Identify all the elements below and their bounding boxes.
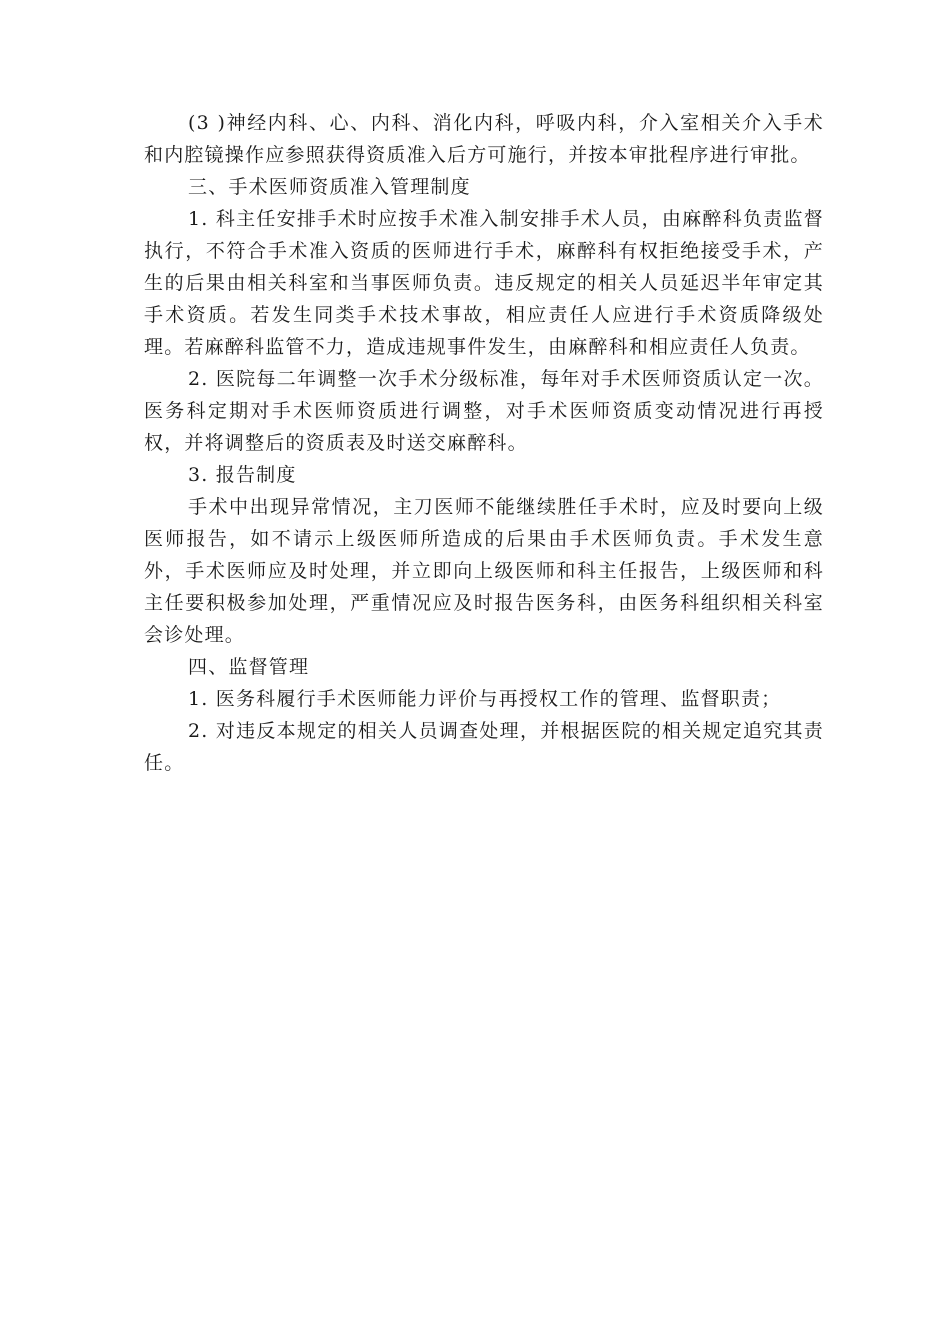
paragraph-director-scheduling: 1. 科主任安排手术时应按手术准入制安排手术人员，由麻醉科负责监督执行，不符合手术准入资质的医师进行手术，麻醉科有权拒绝接受手术，产生的后果由相关科室和当事医师负责。违反规定的相关人员延迟半年审定其手术资质。若发生同类手术技术事故，相应责任人应进行手术资质降级处理。若麻醉科监管不力，造成违规事件发生，由麻醉科和相应责任人负责。 xyxy=(144,208,824,358)
paragraph-violation-handling: 2. 对违反本规定的相关人员调查处理，并根据医院的相关规定追究其责任。 xyxy=(144,720,824,774)
paragraph-neurology-interventions: (3 )神经内科、心、内科、消化内科，呼吸内科，介入室相关介入手术和内腔镜操作应参照获得资质准入后方可施行，并按本审批程序进行审批。 xyxy=(144,112,824,166)
paragraph-reporting-procedure: 手术中出现异常情况，主刀医师不能继续胜任手术时，应及时要向上级医师报告，如不请示上级医师所造成的后果由手术医师负责。手术发生意外，手术医师应及时处理，并立即向上级医师和科主任报告，上级医师和科主任要积极参加处理，严重情况应及时报告医务科，由医务科组织相关科室会诊处理。 xyxy=(144,496,824,646)
section-heading-supervision: 四、监督管理 xyxy=(188,656,310,678)
subheading-reporting-system: 3. 报告制度 xyxy=(188,464,297,486)
document-body xyxy=(144,107,824,779)
paragraph-grading-adjustment: 2. 医院每二年调整一次手术分级标准，每年对手术医师资质认定一次。医务科定期对手术医师资质进行调整，对手术医师资质变动情况进行再授权，并将调整后的资质表及时送交麻醉科。 xyxy=(144,368,824,454)
section-heading-qualification-management: 三、手术医师资质准入管理制度 xyxy=(188,176,471,198)
paragraph-supervision-duty: 1. 医务科履行手术医师能力评价与再授权工作的管理、监督职责； xyxy=(188,688,782,710)
